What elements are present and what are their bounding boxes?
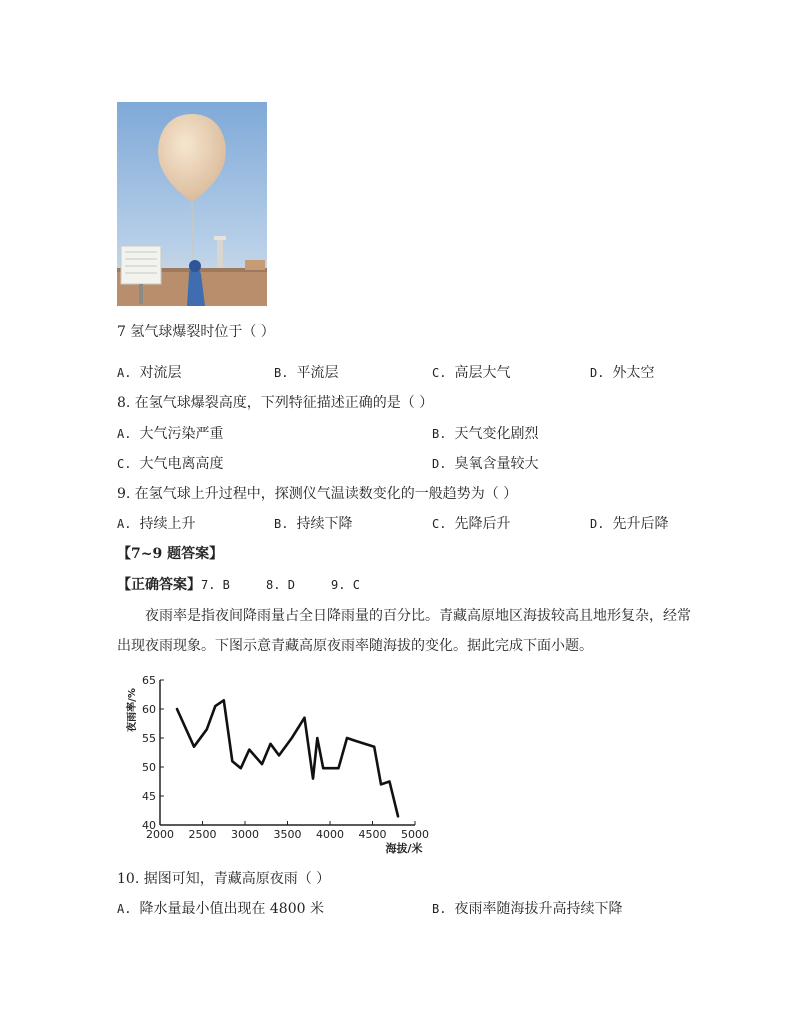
night-rain-chart — [115, 668, 445, 858]
option-label: A. — [117, 517, 132, 531]
option-text: 持续上升 — [139, 516, 196, 532]
weather-balloon-photo — [117, 102, 267, 306]
option-text: 先降后升 — [454, 516, 511, 532]
x-tick-label: 4500 — [358, 828, 387, 841]
answer-label: 【正确答案】 — [117, 577, 201, 593]
y-tick-label: 55 — [142, 732, 156, 745]
option-text: 平流层 — [296, 365, 339, 381]
answer-line — [117, 576, 360, 594]
chart-svg — [115, 668, 445, 858]
option-text: 外太空 — [612, 365, 655, 381]
y-tick-label: 65 — [142, 674, 156, 687]
series-line — [177, 700, 398, 816]
answer-values: 7. B 8. D 9. C — [201, 578, 360, 592]
y-axis-label: 夜雨率/% — [127, 688, 138, 732]
q10-option-b — [432, 900, 622, 918]
y-tick-label: 40 — [142, 819, 156, 832]
q10-option-a — [117, 900, 324, 918]
option-text: 臭氧含量较大 — [454, 456, 539, 472]
question-8: 8. 在氢气球爆裂高度，下列特征描述正确的是（ ） — [117, 395, 434, 411]
x-tick-label: 3000 — [231, 828, 259, 841]
x-tick-label: 3500 — [273, 828, 302, 841]
option-text: 大气污染严重 — [139, 426, 224, 442]
x-tick-label: 5000 — [401, 828, 429, 841]
y-tick-label: 45 — [142, 790, 156, 803]
option-label: C. — [117, 457, 132, 471]
option-text: 对流层 — [139, 365, 182, 381]
x-tick-label: 4000 — [316, 828, 344, 841]
option-label: C. — [432, 366, 447, 380]
q8-option-a — [117, 425, 223, 443]
passage-line-1: 夜雨率是指夜间降雨量占全日降雨量的百分比。青藏高原地区海拔较高且地形复杂，经常 — [145, 608, 691, 624]
option-label: D. — [590, 517, 605, 531]
q8-option-b — [432, 425, 538, 443]
option-label: B. — [274, 366, 289, 380]
option-text: 降水量最小值出现在 4800 米 — [139, 901, 324, 917]
option-label: B. — [432, 902, 447, 916]
option-text: 天气变化剧烈 — [454, 426, 539, 442]
question-7: 7 氢气球爆裂时位于（ ） — [117, 324, 275, 340]
option-text: 持续下降 — [296, 516, 353, 532]
x-axis-label: 海拔/米 — [385, 842, 423, 855]
option-text: 先升后降 — [612, 516, 669, 532]
q7-option-c — [432, 364, 510, 382]
x-tick-label: 2500 — [188, 828, 217, 841]
option-label: D. — [590, 366, 605, 380]
y-tick-label: 60 — [142, 703, 156, 716]
q7-option-d — [590, 364, 654, 382]
q8-option-c — [117, 455, 223, 473]
q9-option-d — [590, 515, 668, 533]
question-10: 10. 据图可知，青藏高原夜雨（ ） — [117, 871, 331, 887]
answer-heading: 【7~9 题答案】 — [117, 546, 224, 562]
option-text: 高层大气 — [454, 365, 511, 381]
option-label: B. — [274, 517, 289, 531]
passage-line-2: 出现夜雨现象。下图示意青藏高原夜雨率随海拔的变化。据此完成下面小题。 — [117, 638, 593, 654]
q7-option-a — [117, 364, 181, 382]
option-label: B. — [432, 427, 447, 441]
q9-option-b — [274, 515, 352, 533]
option-label: A. — [117, 902, 132, 916]
q9-option-c — [432, 515, 510, 533]
option-label: C. — [432, 517, 447, 531]
option-text: 夜雨率随海拔升高持续下降 — [454, 901, 623, 917]
option-label: A. — [117, 366, 132, 380]
q9-option-a — [117, 515, 195, 533]
q7-option-b — [274, 364, 338, 382]
q8-option-d — [432, 455, 538, 473]
question-9: 9. 在氢气球上升过程中，探测仪气温读数变化的一般趋势为（ ） — [117, 486, 518, 502]
y-tick-label: 50 — [142, 761, 156, 774]
balloon-photo-icon — [117, 102, 267, 306]
option-text: 大气电离高度 — [139, 456, 224, 472]
x-tick-label: 2000 — [146, 828, 174, 841]
option-label: D. — [432, 457, 447, 471]
option-label: A. — [117, 427, 132, 441]
